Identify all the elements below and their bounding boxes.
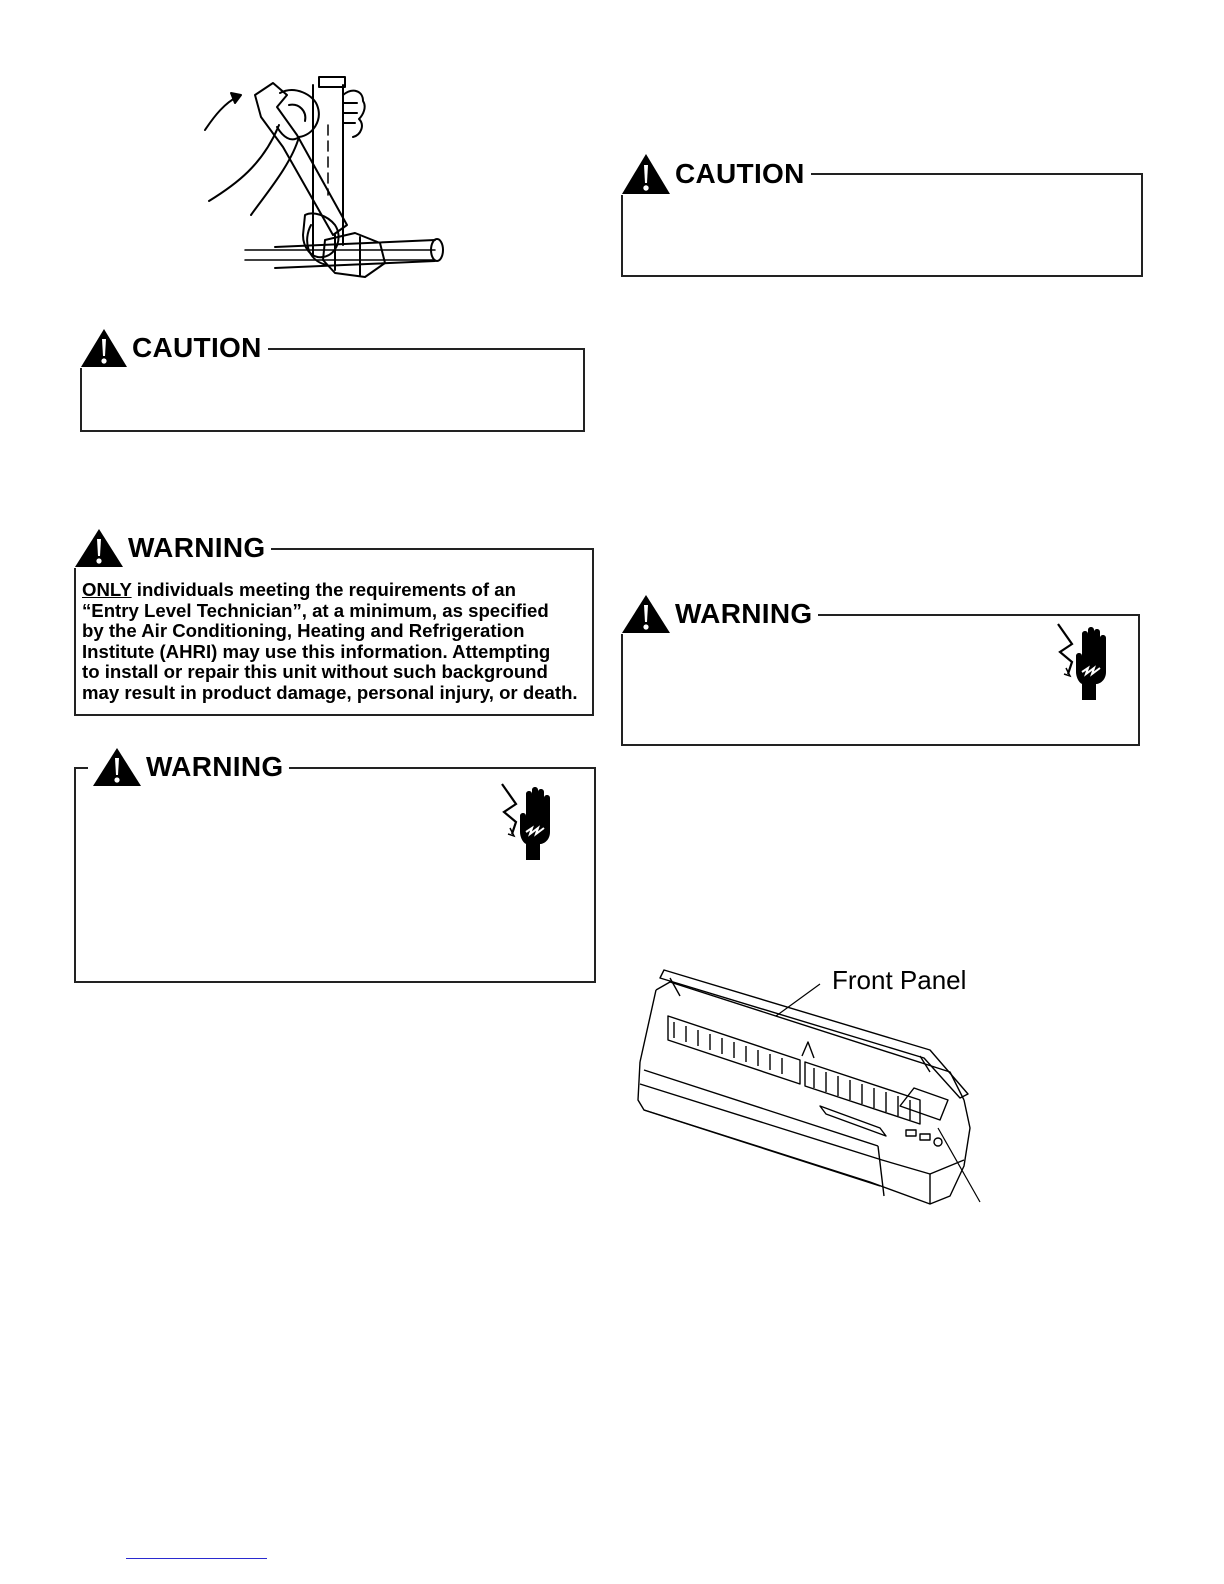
warning-technician-body: individuals meeting the requirements of an “Entry Level Technician”, at a minimum, as specified by the Air Conditioning, Heating and Refrigeration Institute (AHRI) may use this information. Attempting to install or repair this unit without such background may result in product damage, personal injury, or death.: [82, 579, 578, 703]
warning-technician-text: [82, 580, 592, 704]
warning-heading-electrical-left: [88, 747, 289, 787]
indoor-unit-illustration: [630, 960, 990, 1230]
warning-heading-technician: [70, 528, 271, 568]
hazard-triangle-icon: [92, 747, 142, 787]
hazard-triangle-icon: [621, 153, 671, 195]
caution-label: CAUTION: [675, 158, 805, 189]
caution-heading-right: [617, 153, 811, 195]
hazard-triangle-icon: [80, 328, 128, 368]
front-panel-callout: Front Panel: [832, 965, 967, 995]
hazard-triangle-icon: [621, 594, 671, 634]
warning-label: WARNING: [128, 532, 266, 563]
caution-label: CAUTION: [132, 332, 262, 363]
only-emphasis: ONLY: [82, 579, 132, 600]
electrical-shock-hand-icon: [496, 782, 564, 862]
caution-heading-left: [76, 328, 268, 368]
electrical-shock-hand-icon: [1052, 622, 1120, 702]
warning-label: WARNING: [146, 751, 284, 782]
wrench-pipe-illustration: [195, 65, 475, 280]
hazard-triangle-icon: [74, 528, 124, 568]
warning-label: WARNING: [675, 598, 813, 629]
footer-link-underline: [126, 1558, 267, 1559]
warning-heading-electrical-right: [617, 594, 818, 634]
